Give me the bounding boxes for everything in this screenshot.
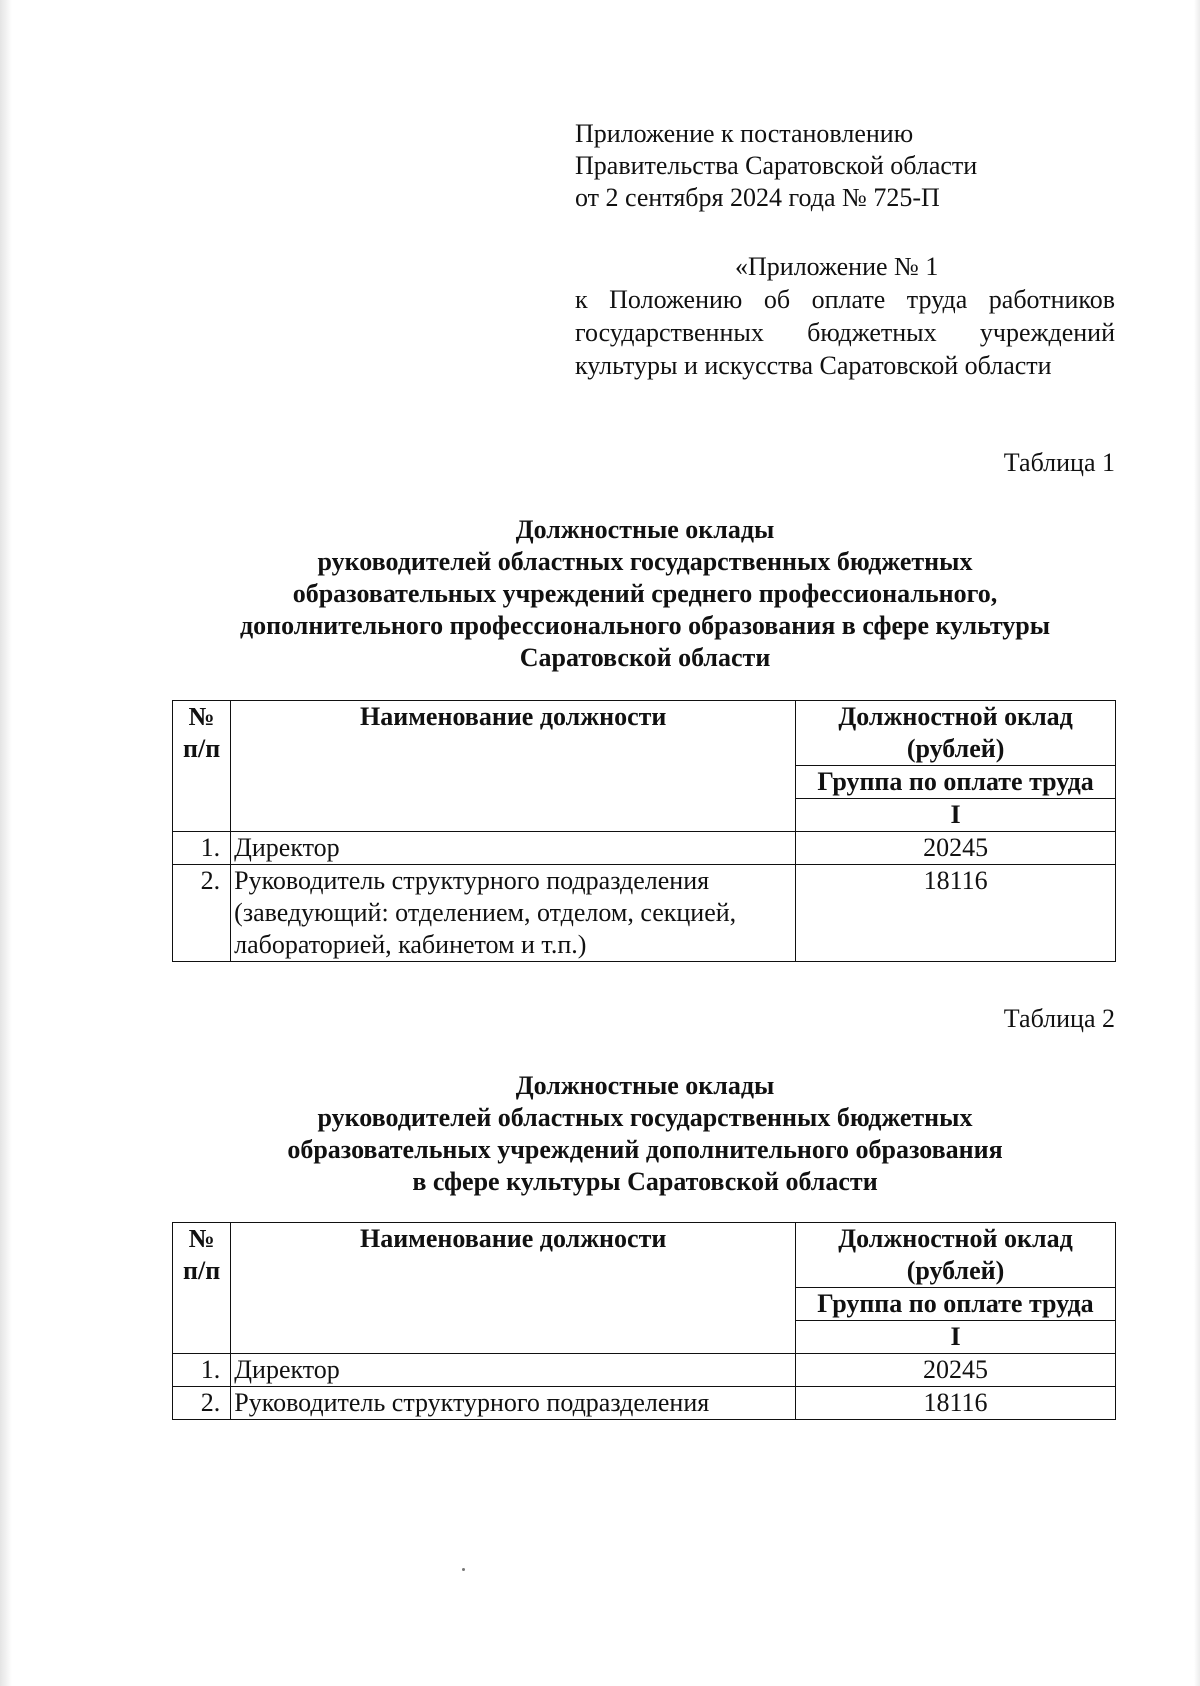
appendix-line: культуры и искусства Саратовской области bbox=[575, 351, 1052, 380]
header-pay-group: Группа по оплате труда bbox=[796, 766, 1116, 799]
salary-table-2 bbox=[172, 1222, 1116, 1420]
resolution-header bbox=[575, 118, 1115, 214]
position-line: Руководитель структурного подразделения bbox=[234, 1388, 710, 1417]
row-salary: 20245 bbox=[796, 832, 1116, 865]
appendix-line: государственных бюджетных учреждений bbox=[575, 318, 1115, 347]
header-pay-group-value: I bbox=[796, 799, 1116, 832]
header-line: Приложение к постановлению bbox=[575, 119, 914, 148]
header-salary-line: Должностной оклад bbox=[838, 1224, 1073, 1253]
header-salary-line: Должностной оклад bbox=[838, 702, 1073, 731]
title-line: образовательных учреждений дополнительного образования bbox=[287, 1135, 1003, 1164]
row-num: 2. bbox=[173, 865, 231, 962]
table-row bbox=[173, 865, 1116, 962]
table2-label: Таблица 2 bbox=[1003, 1004, 1115, 1033]
row-salary: 20245 bbox=[796, 1354, 1116, 1387]
table1-label: Таблица 1 bbox=[1003, 448, 1115, 477]
row-num: 2. bbox=[173, 1387, 231, 1420]
appendix-block bbox=[575, 250, 1115, 382]
row-salary: 18116 bbox=[796, 865, 1116, 962]
table-header-row bbox=[173, 1223, 1116, 1288]
table-row bbox=[173, 832, 1116, 865]
title-line: Должностные оклады bbox=[515, 515, 775, 544]
header-num-line: № bbox=[188, 702, 215, 731]
row-salary: 18116 bbox=[796, 1387, 1116, 1420]
table2-title bbox=[165, 1070, 1125, 1198]
header-num-line: № bbox=[188, 1224, 215, 1253]
header-salary-line: (рублей) bbox=[906, 734, 1005, 763]
header-num-line: п/п bbox=[183, 1256, 221, 1285]
title-line: дополнительного профессионального образования в сфере культуры bbox=[239, 611, 1051, 640]
header-pay-group: Группа по оплате труда bbox=[796, 1288, 1116, 1321]
table-row bbox=[173, 1354, 1116, 1387]
header-position-name: Наименование должности bbox=[231, 701, 796, 832]
header-num bbox=[173, 701, 231, 832]
header-position-name: Наименование должности bbox=[231, 1223, 796, 1354]
table-row bbox=[173, 1387, 1116, 1420]
row-position bbox=[231, 832, 796, 865]
header-salary bbox=[796, 1223, 1116, 1288]
scan-edge-right bbox=[1194, 0, 1200, 1686]
header-pay-group-value: I bbox=[796, 1321, 1116, 1354]
title-line: Саратовской области bbox=[519, 643, 771, 672]
title-line: руководителей областных государственных бюджетных bbox=[317, 1103, 973, 1132]
position-line: (заведующий: отделением, отделом, секцией, bbox=[234, 898, 737, 927]
table-header-row bbox=[173, 701, 1116, 766]
header-salary-line: (рублей) bbox=[906, 1256, 1005, 1285]
title-line: Должностные оклады bbox=[515, 1071, 775, 1100]
row-position bbox=[231, 865, 796, 962]
header-num-line: п/п bbox=[182, 734, 221, 763]
appendix-line: к Положению об оплате труда работников bbox=[575, 285, 1115, 314]
header-line: Правительства Саратовской области bbox=[575, 151, 978, 180]
header-line: от 2 сентября 2024 года № 725-П bbox=[575, 183, 940, 212]
appendix-title: «Приложение № 1 bbox=[735, 252, 939, 281]
position-line: Директор bbox=[234, 1355, 340, 1384]
row-num: 1. bbox=[173, 1354, 231, 1387]
header-salary bbox=[796, 701, 1116, 766]
row-num: 1. bbox=[173, 832, 231, 865]
salary-table-1 bbox=[172, 700, 1116, 962]
table1-title bbox=[165, 514, 1125, 674]
position-line: лабораторией, кабинетом и т.п.) bbox=[234, 930, 587, 959]
position-line: Директор bbox=[234, 833, 340, 862]
scan-edge-left bbox=[0, 0, 12, 1686]
title-line: образовательных учреждений среднего профессионального, bbox=[292, 579, 998, 608]
title-line: в сфере культуры Саратовской области bbox=[412, 1167, 878, 1196]
scan-speck bbox=[462, 1568, 465, 1571]
row-position bbox=[231, 1387, 796, 1420]
header-num bbox=[173, 1223, 231, 1354]
position-line: Руководитель структурного подразделения bbox=[234, 866, 710, 895]
title-line: руководителей областных государственных бюджетных bbox=[317, 547, 973, 576]
row-position bbox=[231, 1354, 796, 1387]
